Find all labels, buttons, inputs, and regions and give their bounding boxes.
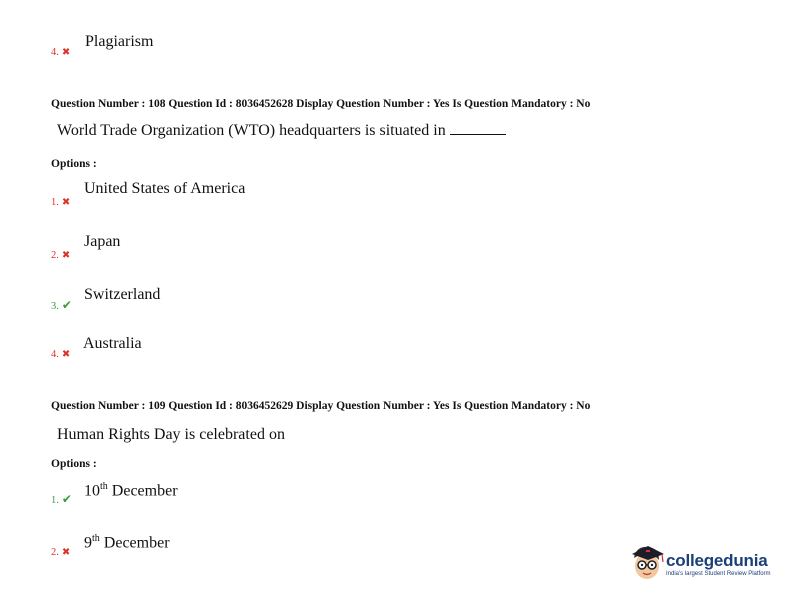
cross-icon: ✖ [61,547,71,558]
option-label: Japan [84,233,121,250]
option-label: 9th December [84,533,170,552]
question-meta: Question Number : 108 Question Id : 8036452628 Display Question Number : Yes Is Question Mandatory : No [51,98,591,110]
option-number: 2. ✖ [51,547,71,558]
question-text: World Trade Organization (WTO) headquarters is situated in [57,122,506,140]
question-text: Human Rights Day is celebrated on [57,426,285,443]
question-meta: Question Number : 109 Question Id : 8036452629 Display Question Number : Yes Is Question Mandatory : No [51,400,591,412]
options-heading: Options : [51,158,97,170]
collegedunia-logo [628,540,778,588]
cross-icon: ✖ [61,47,71,58]
cross-icon: ✖ [61,349,71,360]
option-label: Switzerland [84,286,161,303]
check-icon: ✔ [61,492,72,506]
option-number: 4. ✖ [51,349,71,360]
options-heading: Options : [51,458,97,470]
option-label: Australia [83,335,142,352]
check-icon: ✔ [61,298,72,312]
logo-tagline: India's largest Student Review Platform [666,571,771,577]
option-number: 1. ✔ [51,492,72,506]
option-number: 4. ✖ [51,47,71,58]
option-number: 2. ✖ [51,250,71,261]
option-label: Plagiarism [85,33,154,50]
mascot-icon [628,542,666,586]
option-label: United States of America [84,180,246,197]
logo-wordmark: collegedunia [666,551,768,570]
cross-icon: ✖ [61,197,71,208]
option-number: 3. ✔ [51,298,72,312]
cross-icon: ✖ [61,250,71,261]
answer-blank [450,122,506,135]
option-label: 10th December [84,481,178,500]
option-number: 1. ✖ [51,197,71,208]
